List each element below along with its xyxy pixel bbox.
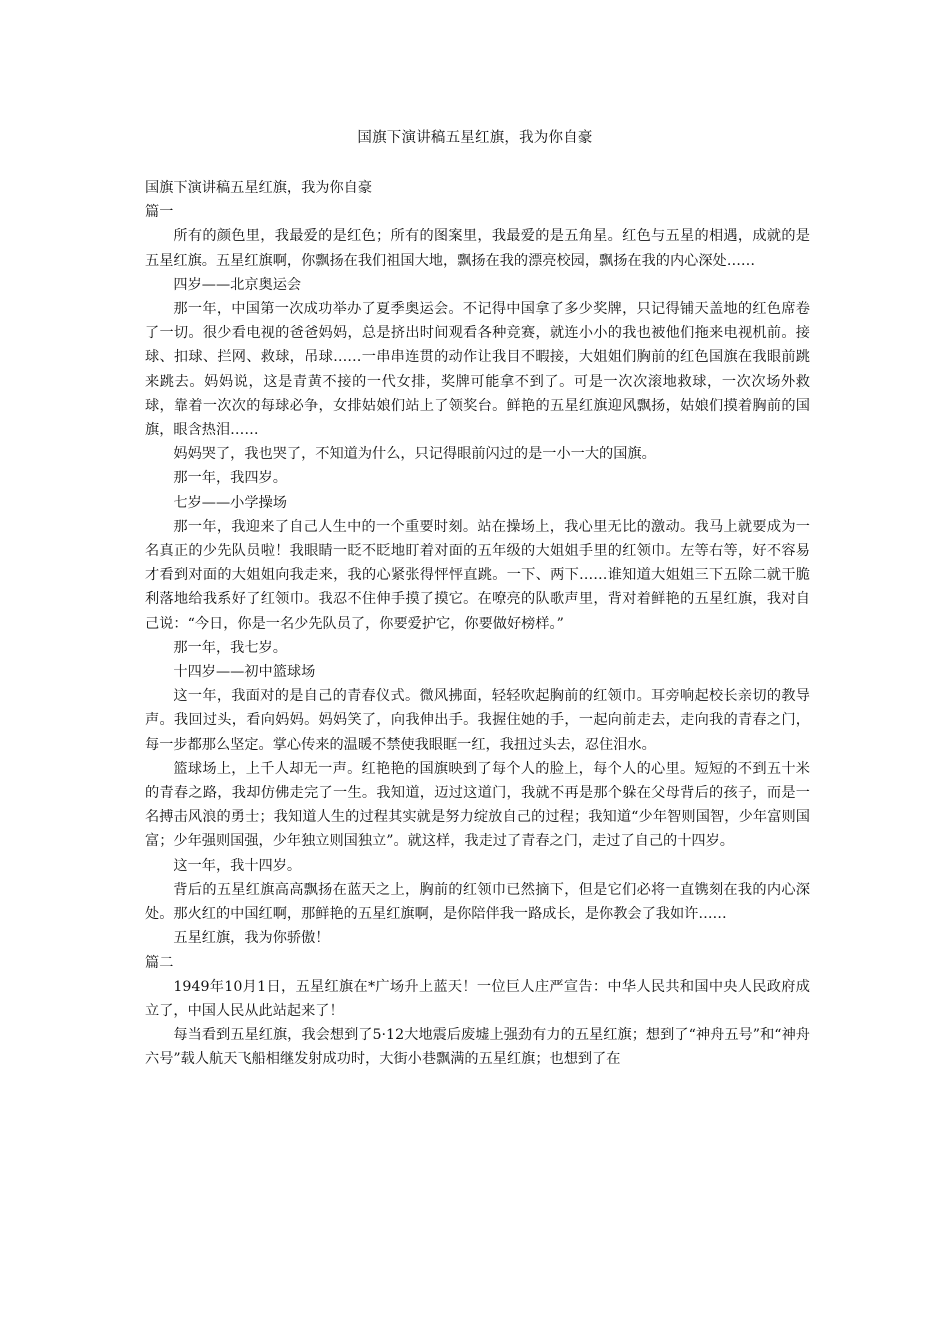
paragraph: 那一年，我七岁。 (173, 639, 287, 656)
paragraph: 这一年，我面对的是自己的青春仪式。微风拂面，轻轻吹起胸前的红领巾。耳旁响起校长亲切的教导声。我回过头，看向妈妈。妈妈笑了，向我伸出手。我握住她的手，一起向前走去，走向我的青春之门，每一步都那么坚定。掌心传来的温暖不禁使我眼眶一红，我扭过头去，忍住泪水。 (145, 688, 810, 753)
paragraph: 五星红旗，我为你骄傲！ (173, 930, 330, 947)
document-title: 国旗下演讲稿五星红旗，我为你自豪 (357, 130, 593, 146)
paragraph: 背后的五星红旗高高飘扬在蓝天之上，胸前的红领巾已然摘下，但是它们必将一直镌刻在我的内心深处。那火红的中国红啊，那鲜艳的五星红旗啊，是你陪伴我一路成长，是你教会了我如许…… (145, 881, 810, 923)
paragraph: 那一年，我迎来了自己人生中的一个重要时刻。站在操场上，我心里无比的激动。我马上就要成为一名真正的少先队员啦！我眼睛一眨不眨地盯着对面的五年级的大姐姐手里的红领巾。左等右等，好不容易才看到对面的大姐姐向我走来，我的心紧张得怦怦直跳。一下、两下……谁知道大姐姐三下五除二就干脆利落地给我系好了红领巾。我忍不住伸手摸了摸它。在嘹亮的队歌声里，背对着鲜艳的五星红旗，我对自己说：“今日，你是一名少先队员了，你要爱护它，你要做好榜样。” (145, 518, 810, 632)
paragraph: 篮球场上，上千人却无一声。红艳艳的国旗映到了每个人的脸上，每个人的心里。短短的不到五十米的青春之路，我却仿佛走完了一生。我知道，迈过这道门，我就不再是那个躲在父母背后的孩子，而是一名搏击风浪的勇士；我知道人生的过程其实就是努力绽放自己的过程；我知道“少年智则国智，少年富则国富；少年强则国强，少年独立则国独立”。就这样，我走过了青春之门，走过了自己的十四岁。 (145, 760, 810, 850)
paragraph: 那一年，中国第一次成功举办了夏季奥运会。不记得中国拿了多少奖牌，只记得铺天盖地的红色席卷了一切。很少看电视的爸爸妈妈，总是挤出时间观看各种竞赛，就连小小的我也被他们拖来电视机前。接球、扣球、拦网、救球，吊球……一串串连贯的动作让我目不暇接，大姐姐们胸前的红色国旗在我眼前跳来跳去。妈妈说，这是青黄不接的一代女排，奖牌可能拿不到了。可是一次次滚地救球，一次次场外救球，靠着一次次的每球必争，女排姑娘们站上了领奖台。鲜艳的五星红旗迎风飘扬，姑娘们摸着胸前的国旗，眼含热泪…… (145, 301, 810, 439)
paragraph: 妈妈哭了，我也哭了，不知道为什么，只记得眼前闪过的是一小一大的国旗。 (173, 446, 656, 463)
paragraph: 国旗下演讲稿五星红旗，我为你自豪 (145, 180, 373, 196)
paragraph: 那一年，我四岁。 (173, 470, 287, 487)
paragraph: 篇二 (145, 954, 174, 971)
paragraph: 篇一 (145, 204, 174, 221)
paragraph: 四岁——北京奥运会 (173, 276, 302, 293)
document-body (145, 176, 810, 1072)
paragraph: 这一年，我十四岁。 (173, 857, 302, 874)
paragraph: 每当看到五星红旗，我会想到了5·12大地震后废墟上强劲有力的五星红旗；想到了“神舟五号”和“神舟六号”载人航天飞船相继发射成功时，大街小巷飘满的五星红旗；也想到了在 (145, 1027, 810, 1068)
paragraph: 十四岁——初中篮球场 (173, 664, 316, 681)
paragraph: 七岁——小学操场 (173, 494, 287, 511)
paragraph: 1949年10月1日，五星红旗在*广场升上蓝天！一位巨人庄严宣告：中华人民共和国中央人民政府成立了，中国人民从此站起来了！ (145, 978, 810, 1019)
paragraph: 所有的颜色里，我最爱的是红色；所有的图案里，我最爱的是五角星。红色与五星的相遇，成就的是五星红旗。五星红旗啊，你飘扬在我们祖国大地，飘扬在我的漂亮校园，飘扬在我的内心深处…… (145, 228, 810, 269)
